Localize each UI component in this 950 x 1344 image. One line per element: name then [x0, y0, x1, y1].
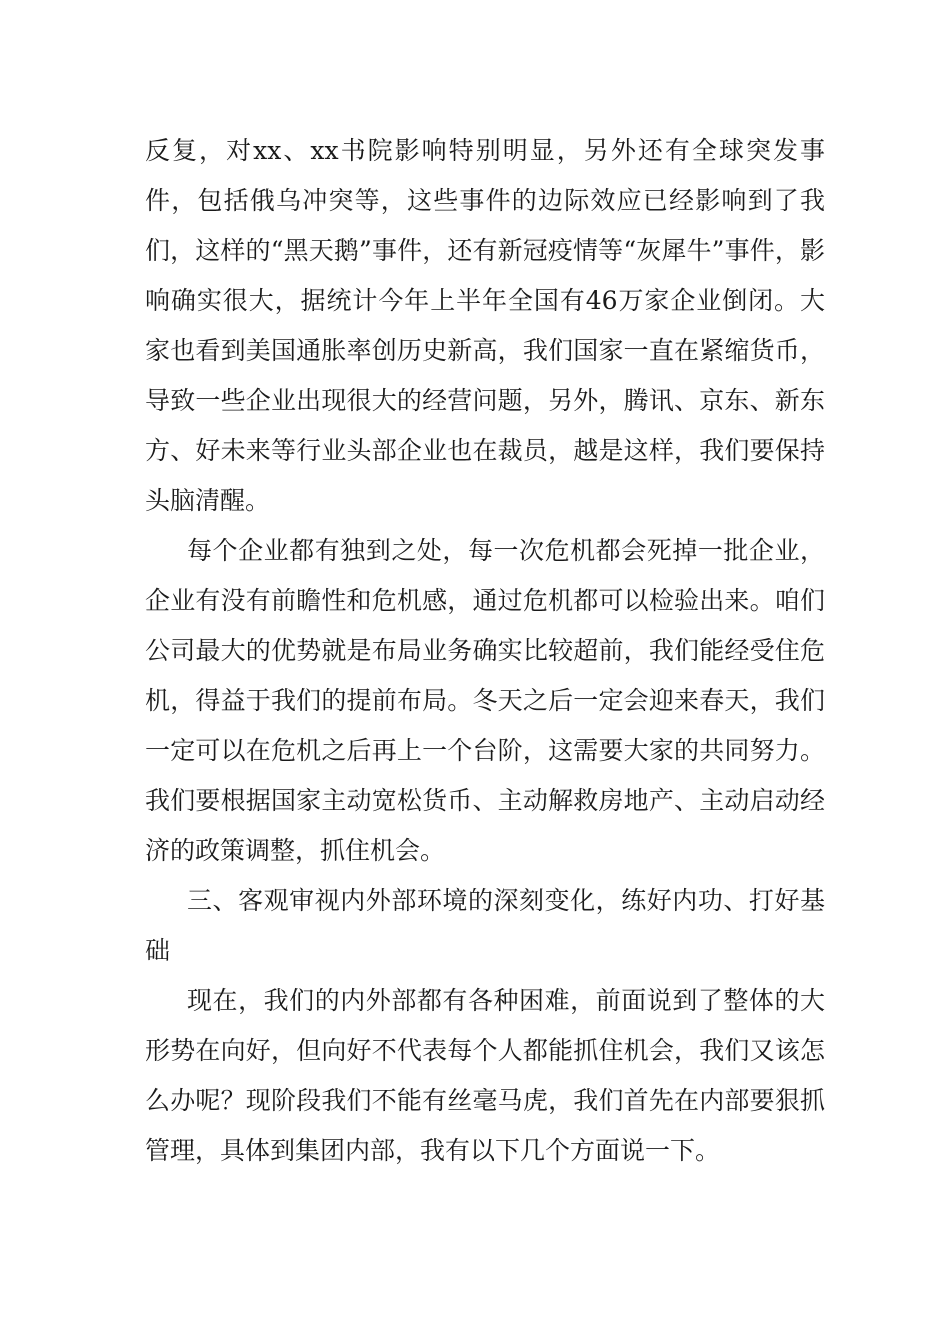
paragraph-continuation: 反复，对xx、xx书院影响特别明显，另外还有全球突发事件，包括俄乌冲突等，这些事件的边际效应已经影响到了我们，这样的“黑天鹅”事件，还有新冠疫情等“灰犀牛”事件，影响确实很大，据统计今年上半年全国有46万家企业倒闭。大家也看到美国通胀率创历史新高，我们国家一直在紧缩货币，导致一些企业出现很大的经营问题，另外，腾讯、京东、新东方、好未来等行业头部企业也在裁员，越是这样，我们要保持头脑清醒。	[145, 136, 825, 515]
paragraph-crisis: 每个企业都有独到之处，每一次危机都会死掉一批企业，企业有没有前瞻性和危机感，通过危机都可以检验出来。咱们公司最大的优势就是布局业务确实比较超前，我们能经受住危机，得益于我们的提前布局。冬天之后一定会迎来春天，我们一定可以在危机之后再上一个台阶，这需要大家的共同努力。我们要根据国家主动宽松货币、主动解救房地产、主动启动经济的政策调整，抓住机会。	[145, 536, 825, 865]
section-heading-three: 三、客观审视内外部环境的深刻变化，练好内功、打好基础	[145, 886, 825, 965]
document-body	[145, 126, 825, 1176]
paragraph-internal-management: 现在，我们的内外部都有各种困难，前面说到了整体的大形势在向好，但向好不代表每个人都能抓住机会，我们又该怎么办呢？现阶段我们不能有丝毫马虎，我们首先在内部要狠抓管理，具体到集团内部，我有以下几个方面说一下。	[145, 986, 825, 1165]
